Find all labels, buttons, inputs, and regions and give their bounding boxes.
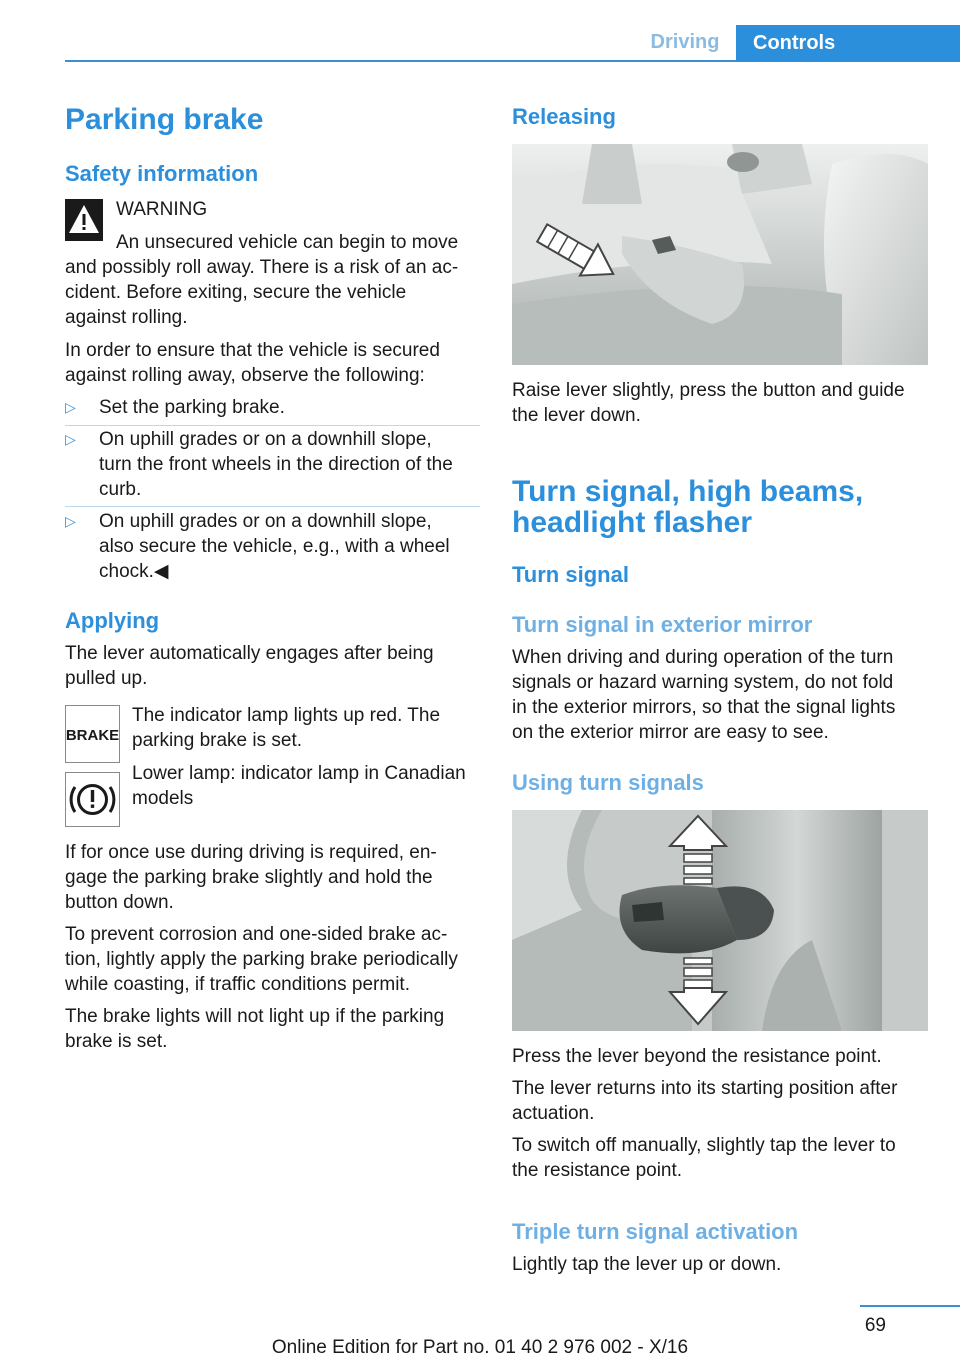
corrosion-line: while coasting, if traffic conditions permit. <box>65 974 410 995</box>
header-section-driving[interactable]: Driving <box>650 31 720 53</box>
list-item-line: turn the front wheels in the direction of the <box>99 454 453 475</box>
once-line: If for once use during driving is required, en- <box>65 842 437 863</box>
ensure-line: In order to ensure that the vehicle is secured <box>65 340 440 361</box>
switch-line: To switch off manually, slightly tap the lever to <box>512 1135 896 1156</box>
warning-line: against rolling. <box>65 307 188 328</box>
triangle-bullet-icon: ▷ <box>65 431 76 447</box>
switch-line: the resistance point. <box>512 1160 683 1181</box>
applying-line: The lever automatically engages after being <box>65 643 434 664</box>
triple-heading: Triple turn signal activation <box>512 1219 799 1244</box>
corrosion-line: To prevent corrosion and one-sided brake ac- <box>65 924 448 945</box>
releasing-line: Raise lever slightly, press the button and guide <box>512 380 905 401</box>
brake-lamp-icon <box>66 706 119 762</box>
brake-lamp-text: BRAKE <box>66 727 119 744</box>
indicator-line: The indicator lamp lights up red. The <box>132 705 441 726</box>
footer-rule <box>860 1305 960 1307</box>
list-item-line: Set the parking brake. <box>99 397 285 418</box>
once-line: button down. <box>65 892 174 913</box>
canadian-line: Lower lamp: indicator lamp in Canadian <box>132 763 466 784</box>
triangle-bullet-icon: ▷ <box>65 399 76 415</box>
list-item-line: also secure the vehicle, e.g., with a wheel <box>99 536 450 557</box>
turn-signal-lever-image <box>512 810 928 1031</box>
once-line: gage the parking brake slightly and hold the <box>65 867 433 888</box>
turn-signal-title-line: Turn signal, high beams, <box>512 475 864 508</box>
brake-indicator-lamp <box>65 705 120 763</box>
triple-line: Lightly tap the lever up or down. <box>512 1254 782 1275</box>
returns-line: actuation. <box>512 1103 595 1124</box>
exclamation-circle-icon <box>66 773 119 826</box>
using-heading: Using turn signals <box>512 770 704 795</box>
corrosion-line: tion, lightly apply the parking brake periodically <box>65 949 458 970</box>
releasing-heading: Releasing <box>512 104 616 129</box>
list-item-line: On uphill grades or on a downhill slope, <box>99 511 432 532</box>
warning-icon <box>65 199 103 241</box>
applying-line: pulled up. <box>65 668 148 689</box>
warning-line: An unsecured vehicle can begin to move <box>116 232 459 253</box>
parking-brake-illustration <box>512 144 928 365</box>
mirror-line: signals or hazard warning system, do not fold <box>512 672 894 693</box>
list-item-line: chock.◀ <box>99 561 169 582</box>
header-chapter-controls[interactable]: Controls <box>736 25 960 62</box>
page-title: Parking brake <box>65 103 264 136</box>
list-item-line: On uphill grades or on a downhill slope, <box>99 429 432 450</box>
turn-signal-heading: Turn signal <box>512 562 629 587</box>
releasing-line: the lever down. <box>512 405 641 426</box>
brake-lights-line: The brake lights will not light up if the parking <box>65 1006 445 1027</box>
mirror-line: in the exterior mirrors, so that the signal lights <box>512 697 896 718</box>
press-line: Press the lever beyond the resistance point. <box>512 1046 882 1067</box>
divider <box>65 425 480 426</box>
mirror-heading: Turn signal in exterior mirror <box>512 612 813 637</box>
edition-footer: Online Edition for Part no. 01 40 2 976 002 - X/16 <box>271 1337 689 1358</box>
warning-line: and possibly roll away. There is a risk of an ac- <box>65 257 459 278</box>
mirror-line: on the exterior mirror are easy to see. <box>512 722 829 743</box>
indicator-line: parking brake is set. <box>132 730 303 751</box>
warning-line: cident. Before exiting, secure the vehicle <box>65 282 407 303</box>
triangle-bullet-icon: ▷ <box>65 513 76 529</box>
warning-label: WARNING <box>116 199 208 220</box>
ensure-line: against rolling away, observe the following: <box>65 365 425 386</box>
canadian-line: models <box>132 788 194 809</box>
parking-brake-lever-image <box>512 144 928 365</box>
page-number: 69 <box>864 1315 886 1336</box>
canadian-brake-lamp <box>65 772 120 827</box>
mirror-line: When driving and during operation of the turn <box>512 647 894 668</box>
turn-signal-title-line: headlight flasher <box>512 506 753 539</box>
safety-heading: Safety information <box>65 161 259 186</box>
applying-heading: Applying <box>65 608 160 633</box>
brake-lights-line: brake is set. <box>65 1031 168 1052</box>
turn-signal-illustration <box>512 810 928 1031</box>
divider <box>65 506 480 507</box>
list-item-line: curb. <box>99 479 142 500</box>
returns-line: The lever returns into its starting position after <box>512 1078 898 1099</box>
